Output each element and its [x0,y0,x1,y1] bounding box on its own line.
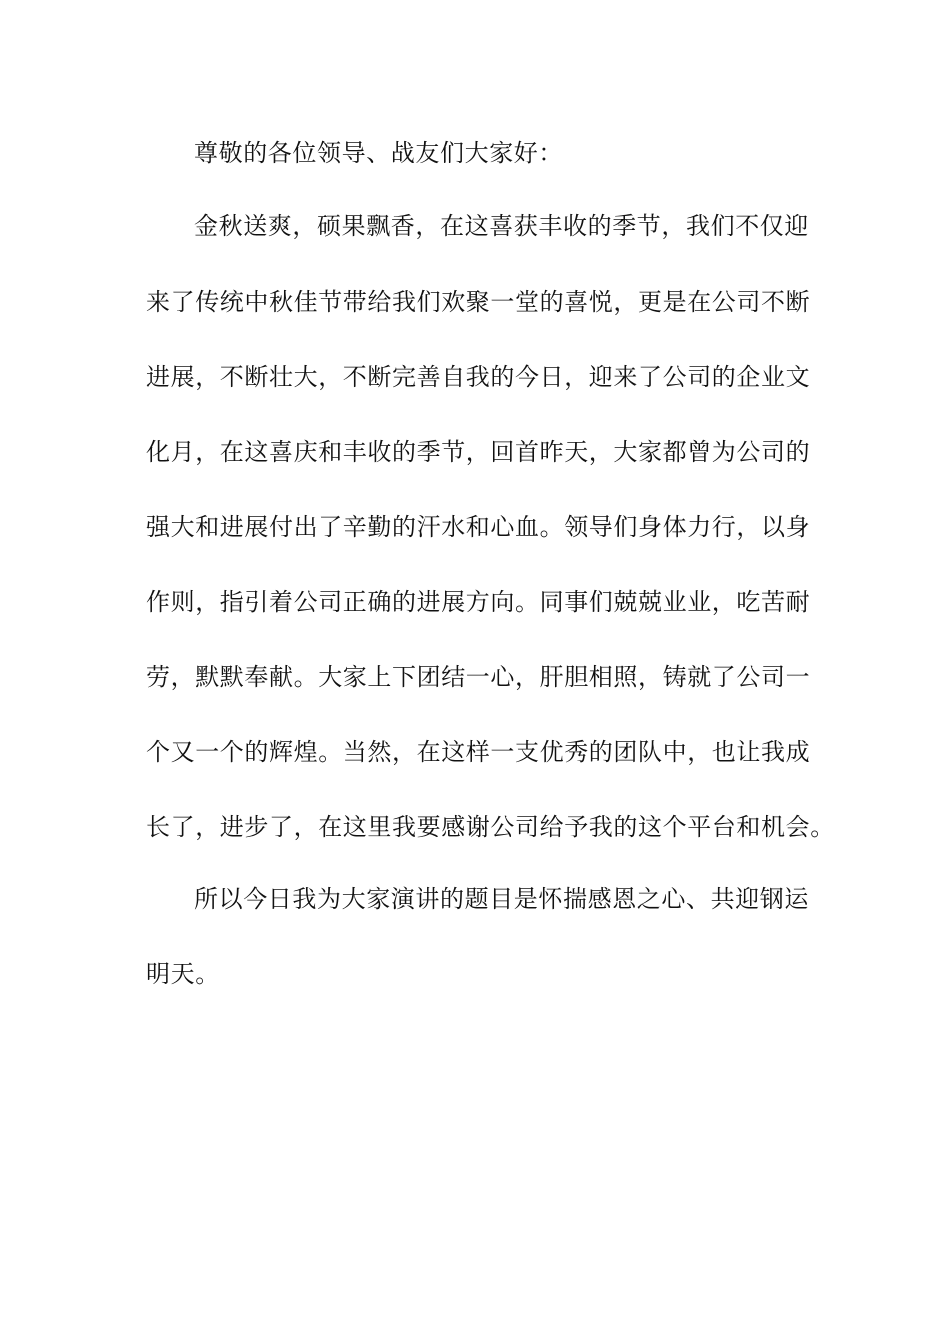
paragraph-line: 作则，指引着公司正确的进展方向。同事们兢兢业业，吃苦耐 [146,588,811,616]
paragraph-line: 来了传统中秋佳节带给我们欢聚一堂的喜悦，更是在公司不断 [146,288,811,316]
paragraph-line: 个又一个的辉煌。当然，在这样一支优秀的团队中，也让我成 [146,738,811,766]
paragraph-line: 劳，默默奉献。大家上下团结一心，肝胆相照，铸就了公司一 [146,663,811,691]
paragraph-line: 进展，不断壮大，不断完善自我的今日，迎来了公司的企业文 [146,363,811,391]
paragraph-line: 化月，在这喜庆和丰收的季节，回首昨天，大家都曾为公司的 [146,438,811,466]
paragraph-line: 所以今日我为大家演讲的题目是怀揣感恩之心、共迎钢运 [194,885,809,913]
paragraph-line: 长了，进步了，在这里我要感谢公司给予我的这个平台和机会。 [146,813,835,841]
greeting-line: 尊敬的各位领导、战友们大家好： [194,139,563,167]
paragraph-line: 明天。 [146,960,220,988]
paragraph-line: 金秋送爽，硕果飘香，在这喜获丰收的季节，我们不仅迎 [194,212,809,240]
paragraph-line: 强大和进展付出了辛勤的汗水和心血。领导们身体力行，以身 [146,513,811,541]
